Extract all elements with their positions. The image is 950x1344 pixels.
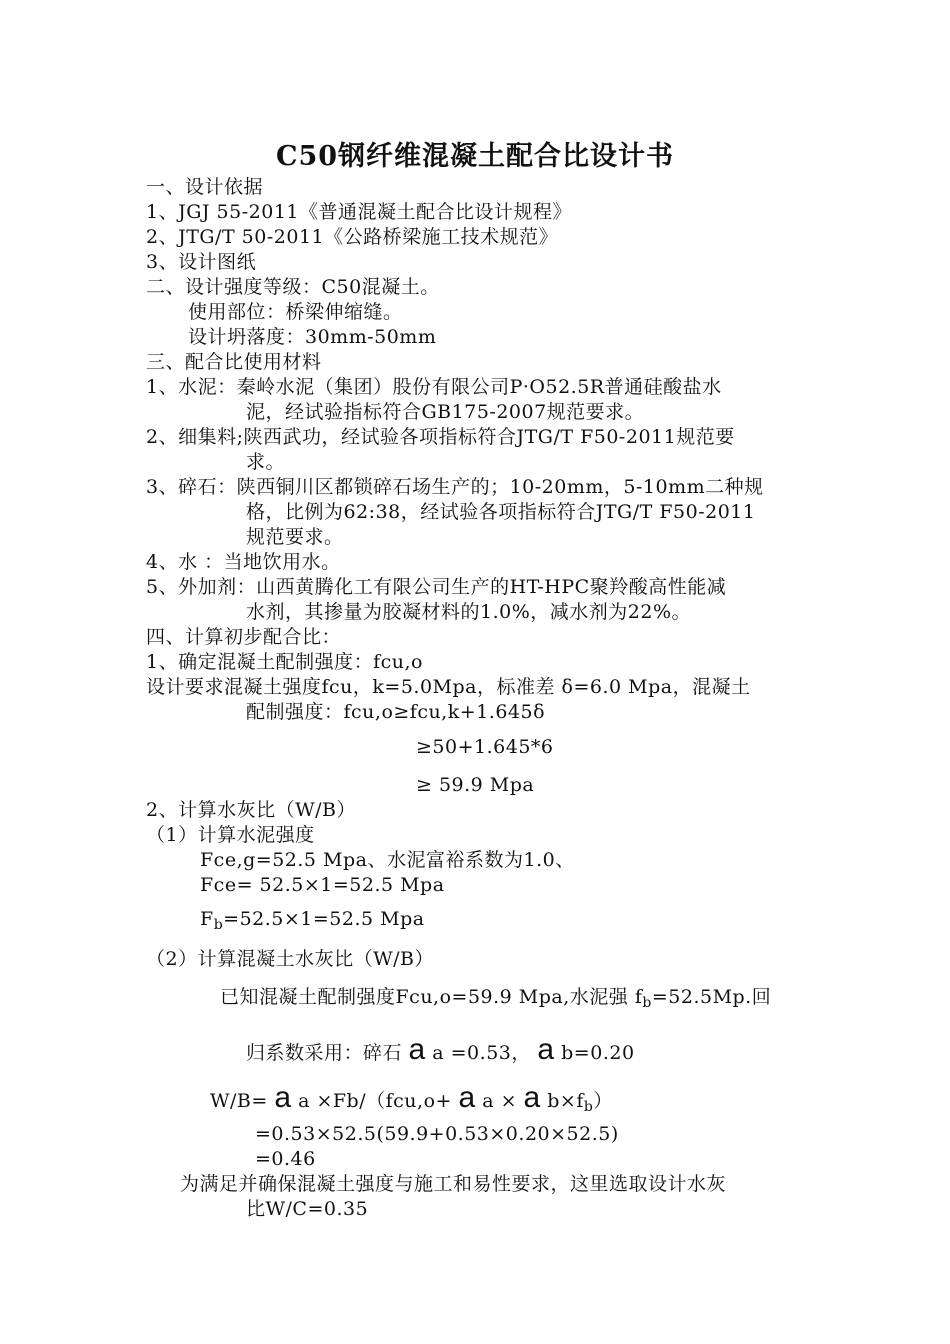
section-3-heading: 三、配合比使用材料	[146, 351, 322, 373]
section-1-heading: 一、设计依据	[146, 176, 264, 198]
final-choice-line-2: 比W/C=0.35	[246, 1198, 369, 1220]
usage-location: 使用部位：桥梁伸缩缝。	[188, 301, 403, 323]
cement-strength-line-3: $F_b=52.5\times 1=52.5$ Mpa	[200, 908, 425, 933]
basis-item-2: 2、JTG/T 50-2011《公路桥梁施工技术规范》	[146, 226, 559, 248]
wb-formula: W/B= a a ×Fb/（fcu,o+ a a × a $b\times f_b$）	[210, 1081, 613, 1115]
cement-strength-line-1: Fce,g=52.5 Mpa、水泥富裕系数为1.0、	[200, 849, 575, 871]
material-gravel-line-1: 3、碎石：陕西铜川区都锁碎石场生产的；10-20mm，5-10mm二种规	[146, 476, 764, 498]
document-title: C50钢纤维混凝土配合比设计书	[275, 141, 675, 172]
material-fine-aggregate-line-1: 2、细集料;陕西武功，经试验各项指标符合JTG/T F50-2011规范要	[146, 426, 735, 448]
material-fine-aggregate-line-2: 求。	[246, 451, 286, 473]
calc-1-line-2: 配制强度：fcu,o≥fcu,k+1.645δ	[246, 701, 546, 723]
wb-result-line-2: =0.46	[255, 1148, 316, 1170]
material-gravel-line-3: 规范要求。	[246, 526, 344, 548]
final-choice-line-1: 为满足并确保混凝土强度与施工和易性要求，这里选取设计水灰	[180, 1173, 727, 1195]
regression-coefficients: 归系数采用：碎石 a a =0.53， a b=0.20	[246, 1033, 635, 1066]
material-admixture-line-2: 水剂，其掺量为胶凝材料的1.0%，减水剂为22%。	[246, 601, 692, 623]
material-water: 4、水 ：当地饮用水。	[146, 551, 341, 573]
section-2-heading: 二、设计强度等级：C50混凝土。	[146, 276, 440, 298]
basis-item-3: 3、设计图纸	[146, 251, 257, 273]
section-4-heading: 四、计算初步配合比：	[146, 626, 342, 648]
calc-2-2-heading: （2）计算混凝土水灰比（W/B）	[146, 948, 434, 970]
wb-result-line-1: =0.53×52.5(59.9+0.53×0.20×52.5)	[255, 1123, 619, 1145]
calc-1-heading: 1、确定混凝土配制强度：fcu,o	[146, 651, 423, 673]
calc-2-1-heading: （1）计算水泥强度	[146, 824, 315, 846]
material-cement-line-1: 1、水泥：秦岭水泥（集团）股份有限公司P·O52.5R普通硅酸盐水	[146, 376, 722, 398]
calc-1-line-4: ≥ 59.9 Mpa	[416, 774, 535, 796]
material-cement-line-2: 泥，经试验指标符合GB175-2007规范要求。	[246, 401, 645, 423]
calc-1-line-3: ≥50+1.645*6	[416, 736, 554, 758]
material-gravel-line-2: 格，比例为62:38，经试验各项指标符合JTG/T F50-2011	[246, 501, 756, 523]
calc-1-line-1: 设计要求混凝土强度fcu，k=5.0Mpa，标准差 δ=6.0 Mpa，混凝土	[146, 676, 751, 698]
design-slump: 设计坍落度：30mm-50mm	[188, 326, 437, 348]
calc-2-heading: 2、计算水灰比（W/B）	[146, 799, 356, 821]
material-admixture-line-1: 5、外加剂：山西黄腾化工有限公司生产的HT-HPC聚羚酸高性能减	[146, 576, 727, 598]
basis-item-1: 1、JGJ 55-2011《普通混凝土配合比设计规程》	[146, 201, 572, 223]
water-cement-line-1: 已知混凝土配制强度Fcu,o=59.9 Mpa,水泥强 $f_b=52.5Mp$.回	[220, 986, 772, 1011]
cement-strength-line-2: Fce= 52.5×1=52.5 Mpa	[200, 874, 445, 896]
